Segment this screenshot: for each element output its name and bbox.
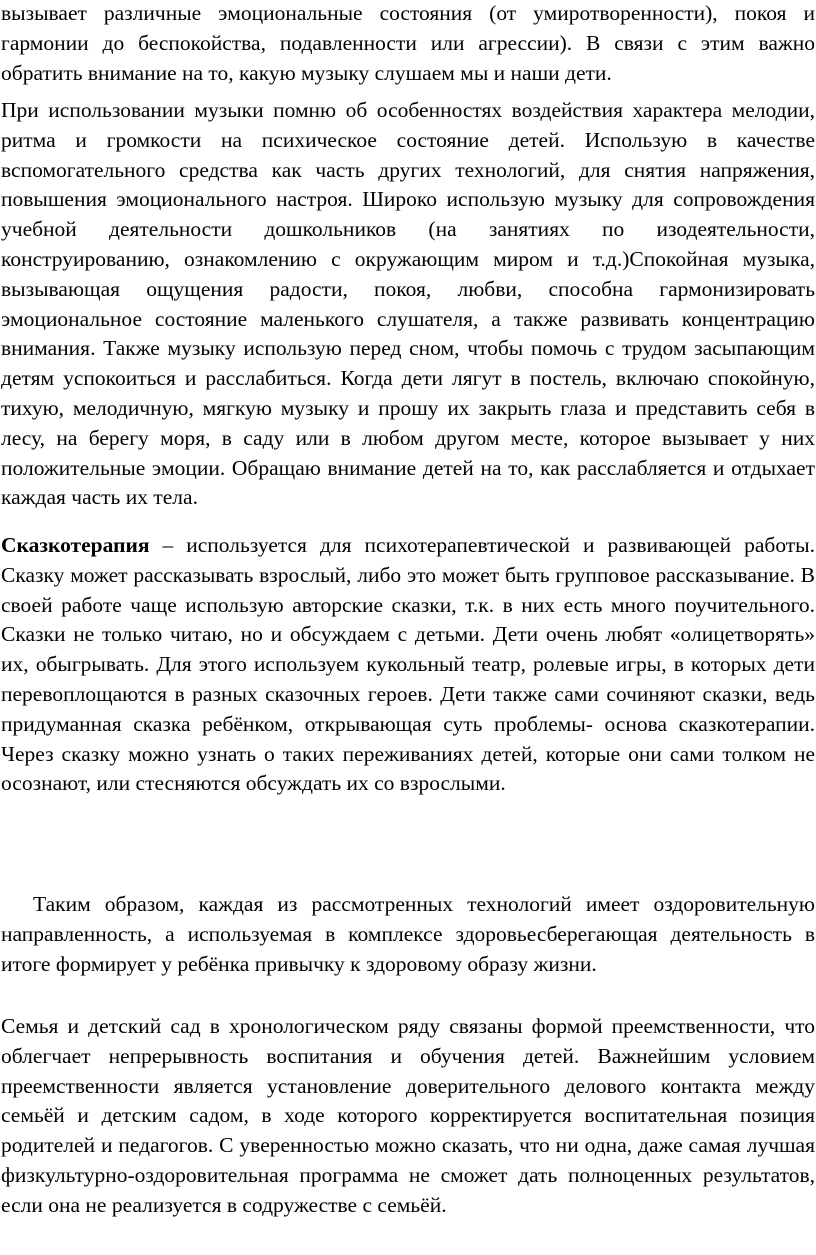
term-fairy-tale-therapy: Сказкотерапия xyxy=(1,533,150,557)
paragraph-conclusion: Таким образом, каждая из рассмотренных технологий имеет оздоровительную направленность, а используемая в комплексе здоровьесберегающая деятельность в итоге формирует у ребёнка привычку к здоровому образу жизни. xyxy=(1,892,815,976)
paragraph-fairy-tale-therapy xyxy=(1,531,815,799)
paragraph-music-emotions: вызывает различные эмоциональные состояния (от умиротворенности), покоя и гармонии до беспокойства, подавленности или агрессии). В связи с этим важно обратить внимание на то, какую музыку слушаем мы и наши дети. xyxy=(1,1,815,85)
paragraph-music-usage: При использовании музыки помню об особенностях воздействия характера мелодии, ритма и громкости на психическое состояние детей. Использую в качестве вспомогательного средства как часть других технологий, для снятия напряжения, повышения эмоционального настроя. Широко использую музыку для сопровождения учебной деятельности дошкольников (на занятиях по изодеятельности, конструированию, ознакомлению с окружающим миром и т.д.)Спокойная музыка, вызывающая ощущения радости, покоя, любви, способна гармонизировать эмоциональное состояние маленького слушателя, а также развивать концентрацию внимания. Также музыку использую перед сном, чтобы помочь с трудом засыпающим детям успокоиться и расслабиться. Когда дети лягут в постель, включаю спокойную, тихую, мелодичную, мягкую музыку и прошу их закрыть глаза и представить себя в лесу, на берегу моря, в саду или в любом другом месте, которое вызывает у них положительные эмоции. Обращаю внимание детей на то, как расслабляется и отдыхает каждая часть их тела. xyxy=(1,98,815,510)
paragraph-family-kindergarten: Семья и детский сад в хронологическом ряду связаны формой преемственности, что облегчает непрерывность воспитания и обучения детей. Важнейшим условием преемственности является установление доверительного делового контакта между семьёй и детским садом, в ходе которого корректируется воспитательная позиция родителей и педагогов. С уверенностью можно сказать, что ни одна, даже самая лучшая физкультурно-оздоровительная программа не сможет дать полноценных результатов, если она не реализуется в содружестве с семьёй. xyxy=(1,1014,815,1217)
fairy-tale-therapy-text: – используется для психотерапевтической и развивающей работы. Сказку может рассказывать взрослый, либо это может быть групповое рассказывание. В своей работе чаще использую авторские сказки, т.к. в них есть много поучительного. Сказки не только читаю, но и обсуждаем с детьми. Дети очень любят «олицетворять» их, обыгрывать. Для этого используем кукольный театр, ролевые игры, в которых дети перевоплощаются в разных сказочных героев. Дети также сами сочиняют сказки, ведь придуманная сказка ребёнком, открывающая суть проблемы- основа сказкотерапии. Через сказку можно узнать о таких переживаниях детей, которые они сами толком не осознают, или стесняются обсуждать их со взрослыми. xyxy=(1,533,815,796)
